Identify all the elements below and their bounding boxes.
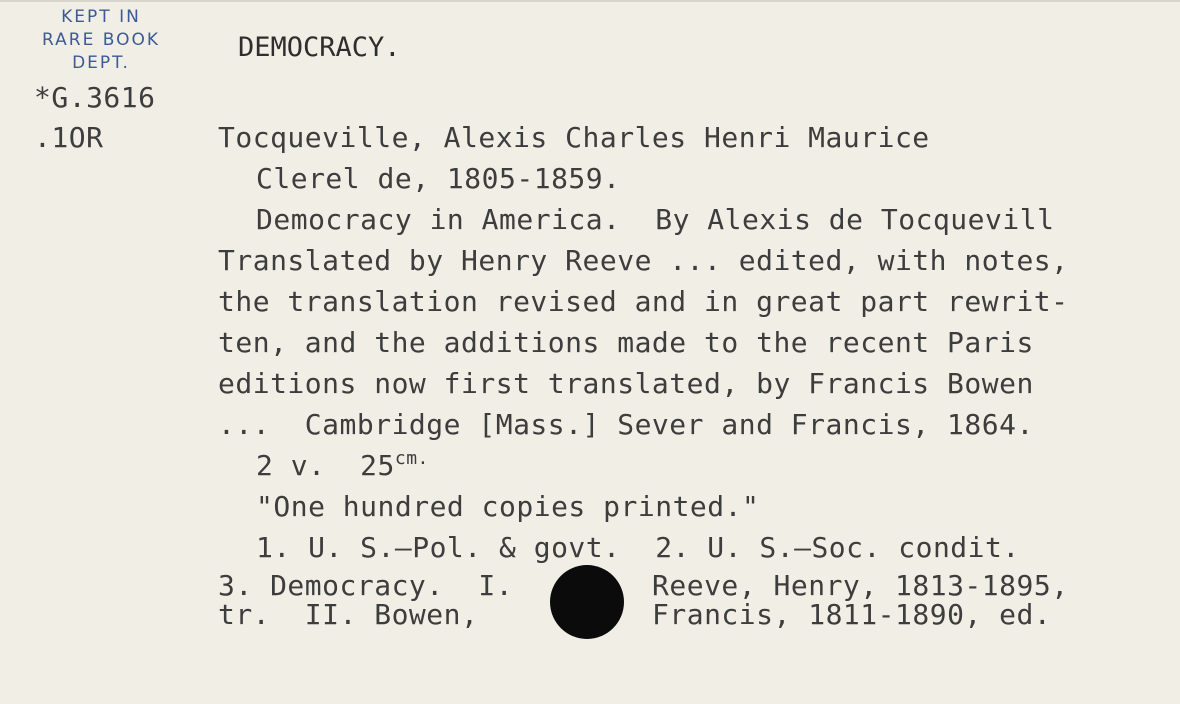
- imprint-line: ... Cambridge [Mass.] Sever and Francis, 1864.: [218, 408, 1034, 441]
- tracing-line-1: 1. U. S.—Pol. & govt. 2. U. S.—Soc. condit.: [256, 531, 1020, 564]
- size-value: 25: [360, 449, 395, 482]
- punch-hole: [550, 565, 624, 639]
- author-line-1: Tocqueville, Alexis Charles Henri Maurice: [218, 121, 930, 154]
- title-line-1: Democracy in America. By Alexis de Tocquevill: [256, 203, 1055, 236]
- tracing-line-2a: 3. Democracy. I.: [218, 569, 514, 602]
- note-line: "One hundred copies printed.": [256, 490, 760, 523]
- title-line-2: Translated by Henry Reeve ... edited, with notes,: [218, 244, 1069, 277]
- title-line-3: the translation revised and in great part rewrit-: [218, 285, 1069, 318]
- title-line-4: ten, and the additions made to the recent Paris: [218, 326, 1034, 359]
- call-number-line-1: *G.3616: [34, 81, 156, 114]
- stamp-line-1: KEPT IN: [61, 7, 141, 27]
- size-unit: cm.: [394, 448, 429, 469]
- tracing-line-3a: tr. II. Bowen,: [218, 598, 479, 631]
- stamp-line-3: DEPT.: [72, 53, 130, 73]
- tracing-line-2b: Reeve, Henry, 1813-1895,: [652, 569, 1069, 602]
- subject-heading: DEMOCRACY.: [238, 32, 401, 63]
- volumes: 2 v.: [256, 449, 326, 482]
- collation: [256, 450, 429, 486]
- rare-book-stamp: [8, 6, 194, 75]
- author-line-2: Clerel de, 1805-1859.: [256, 162, 621, 195]
- call-number-line-2: .1OR: [34, 121, 104, 154]
- title-line-5: editions now first translated, by Francis Bowen: [218, 367, 1034, 400]
- stamp-line-2: RARE BOOK: [42, 30, 160, 50]
- tracing-line-3b: Francis, 1811-1890, ed.: [652, 598, 1052, 631]
